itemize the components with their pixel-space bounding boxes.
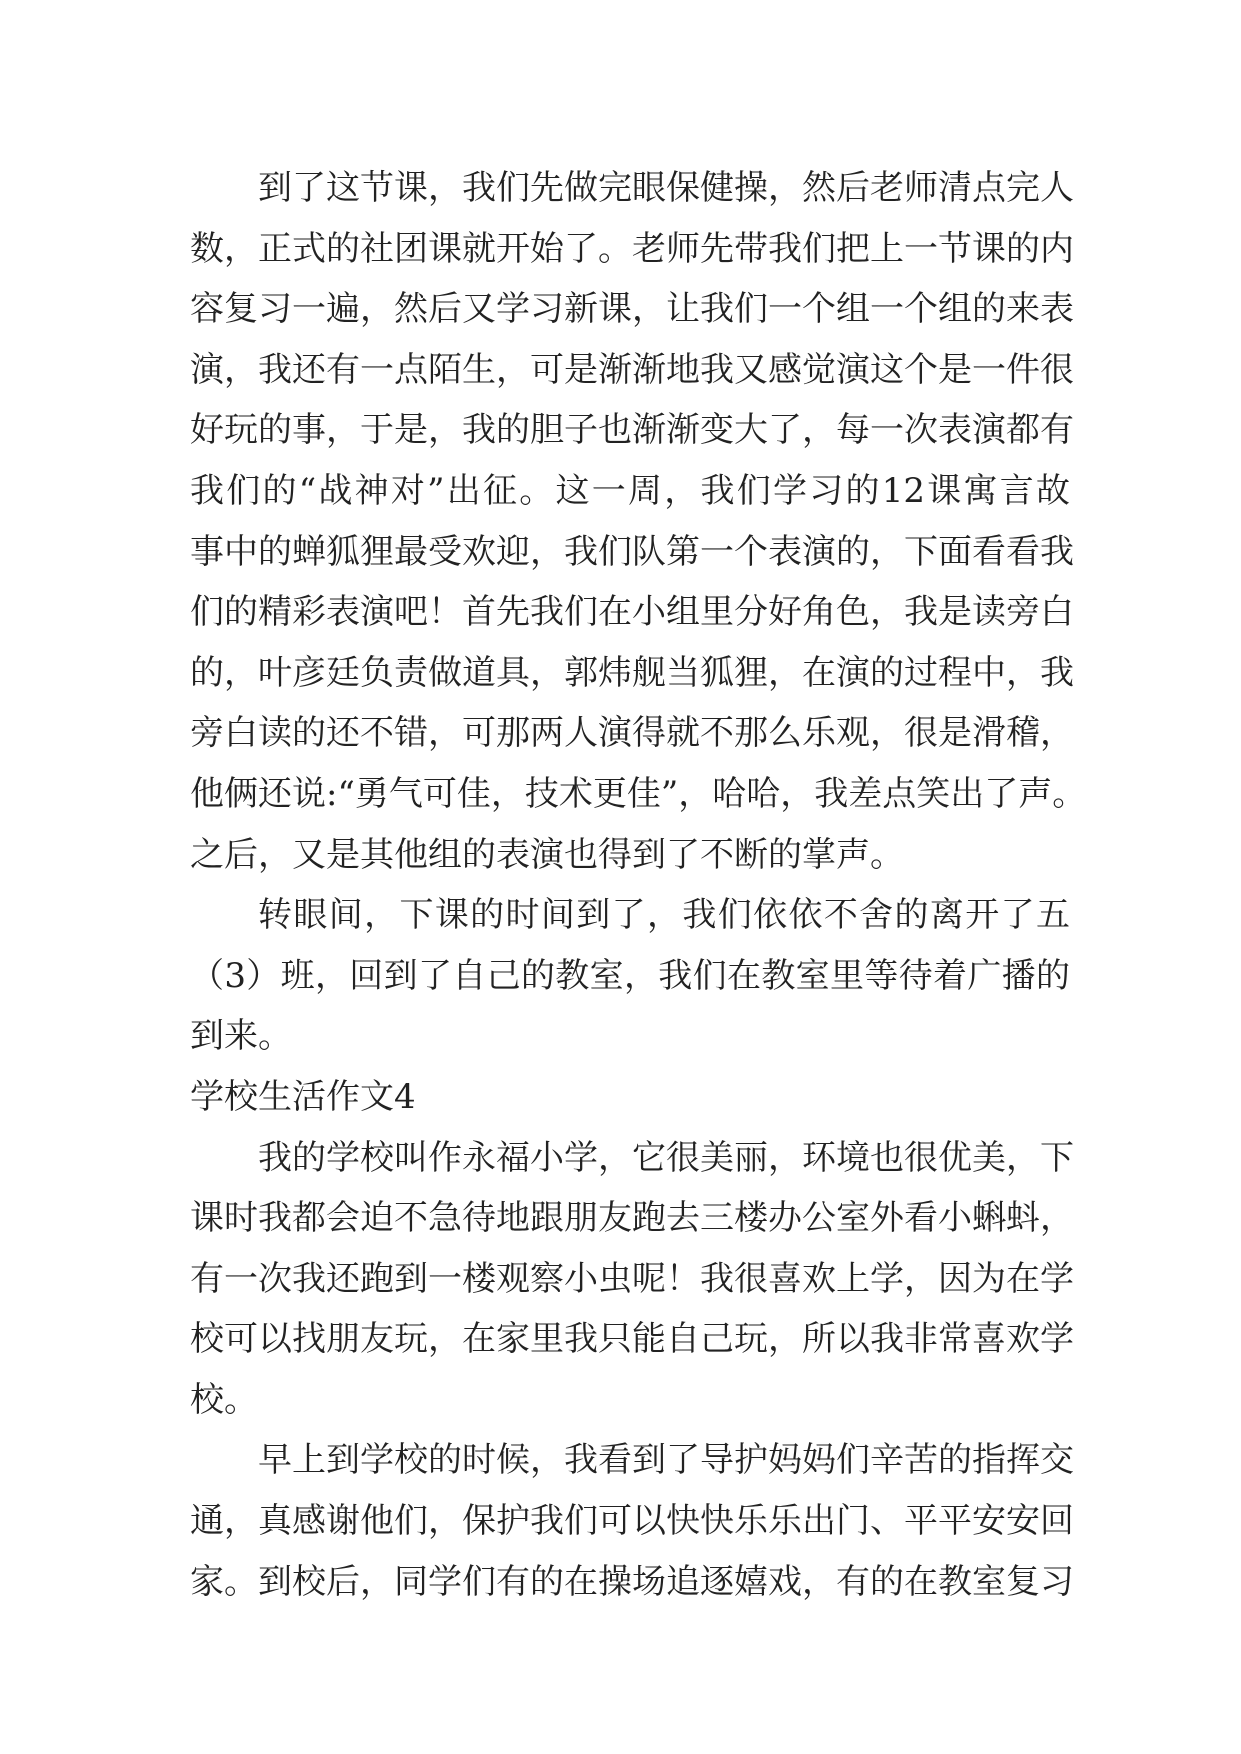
paragraph-line: 到来。 <box>190 1016 292 1057</box>
paragraph-line: 好玩的事，于是，我的胆子也渐渐变大了，每一次表演都有 <box>190 410 1074 451</box>
paragraph-line: 校可以找朋友玩，在家里我只能自己玩，所以我非常喜欢学 <box>190 1319 1074 1360</box>
paragraph-line: 校。 <box>190 1379 258 1420</box>
paragraph-line: 我的学校叫作永福小学，它很美丽，环境也很优美，下 <box>258 1137 1074 1178</box>
paragraph-line: 们的精彩表演吧！首先我们在小组里分好角色，我是读旁白 <box>190 592 1074 633</box>
paragraph-line: 通，真感谢他们，保护我们可以快快乐乐出门、平平安安回 <box>190 1501 1074 1542</box>
paragraph-line: 容复习一遍，然后又学习新课，让我们一个组一个组的来表 <box>190 289 1074 330</box>
paragraph-line: 我们的“战神对”出征。这一周，我们学习的12课寓言故 <box>190 470 1070 511</box>
paragraph-line: 转眼间，下课的时间到了，我们依依不舍的离开了五 <box>258 895 1070 936</box>
paragraph-line: 课时我都会迫不急待地跟朋友跑去三楼办公室外看小蝌蚪， <box>190 1198 1074 1239</box>
paragraph-line: 演，我还有一点陌生，可是渐渐地我又感觉演这个是一件很 <box>190 349 1074 390</box>
document-body <box>190 158 1087 1612</box>
paragraph-line: 事中的蝉狐狸最受欢迎，我们队第一个表演的，下面看看我 <box>190 531 1074 572</box>
paragraph-line: 数，正式的社团课就开始了。老师先带我们把上一节课的内 <box>190 228 1074 269</box>
paragraph-line: 到了这节课，我们先做完眼保健操，然后老师清点完人 <box>258 168 1074 208</box>
section-heading: 学校生活作文4 <box>190 1076 416 1117</box>
paragraph-line: 他俩还说:“勇气可佳，技术更佳”，哈哈，我差点笑出了声。 <box>190 773 1087 814</box>
paragraph-line: 旁白读的还不错，可那两人演得就不那么乐观，很是滑稽， <box>190 713 1074 754</box>
paragraph-line: 有一次我还跑到一楼观察小虫呢！我很喜欢上学，因为在学 <box>190 1258 1074 1299</box>
paragraph-line: 家。到校后，同学们有的在操场追逐嬉戏，有的在教室复习 <box>190 1561 1074 1602</box>
paragraph-line: 早上到学校的时候，我看到了导护妈妈们辛苦的指挥交 <box>258 1440 1074 1481</box>
paragraph-line: （3）班，回到了自己的教室，我们在教室里等待着广播的 <box>190 955 1070 996</box>
paragraph-line: 的，叶彦廷负责做道具，郭炜舰当狐狸，在演的过程中，我 <box>190 652 1074 693</box>
paragraph-line: 之后，又是其他组的表演也得到了不断的掌声。 <box>190 834 904 875</box>
